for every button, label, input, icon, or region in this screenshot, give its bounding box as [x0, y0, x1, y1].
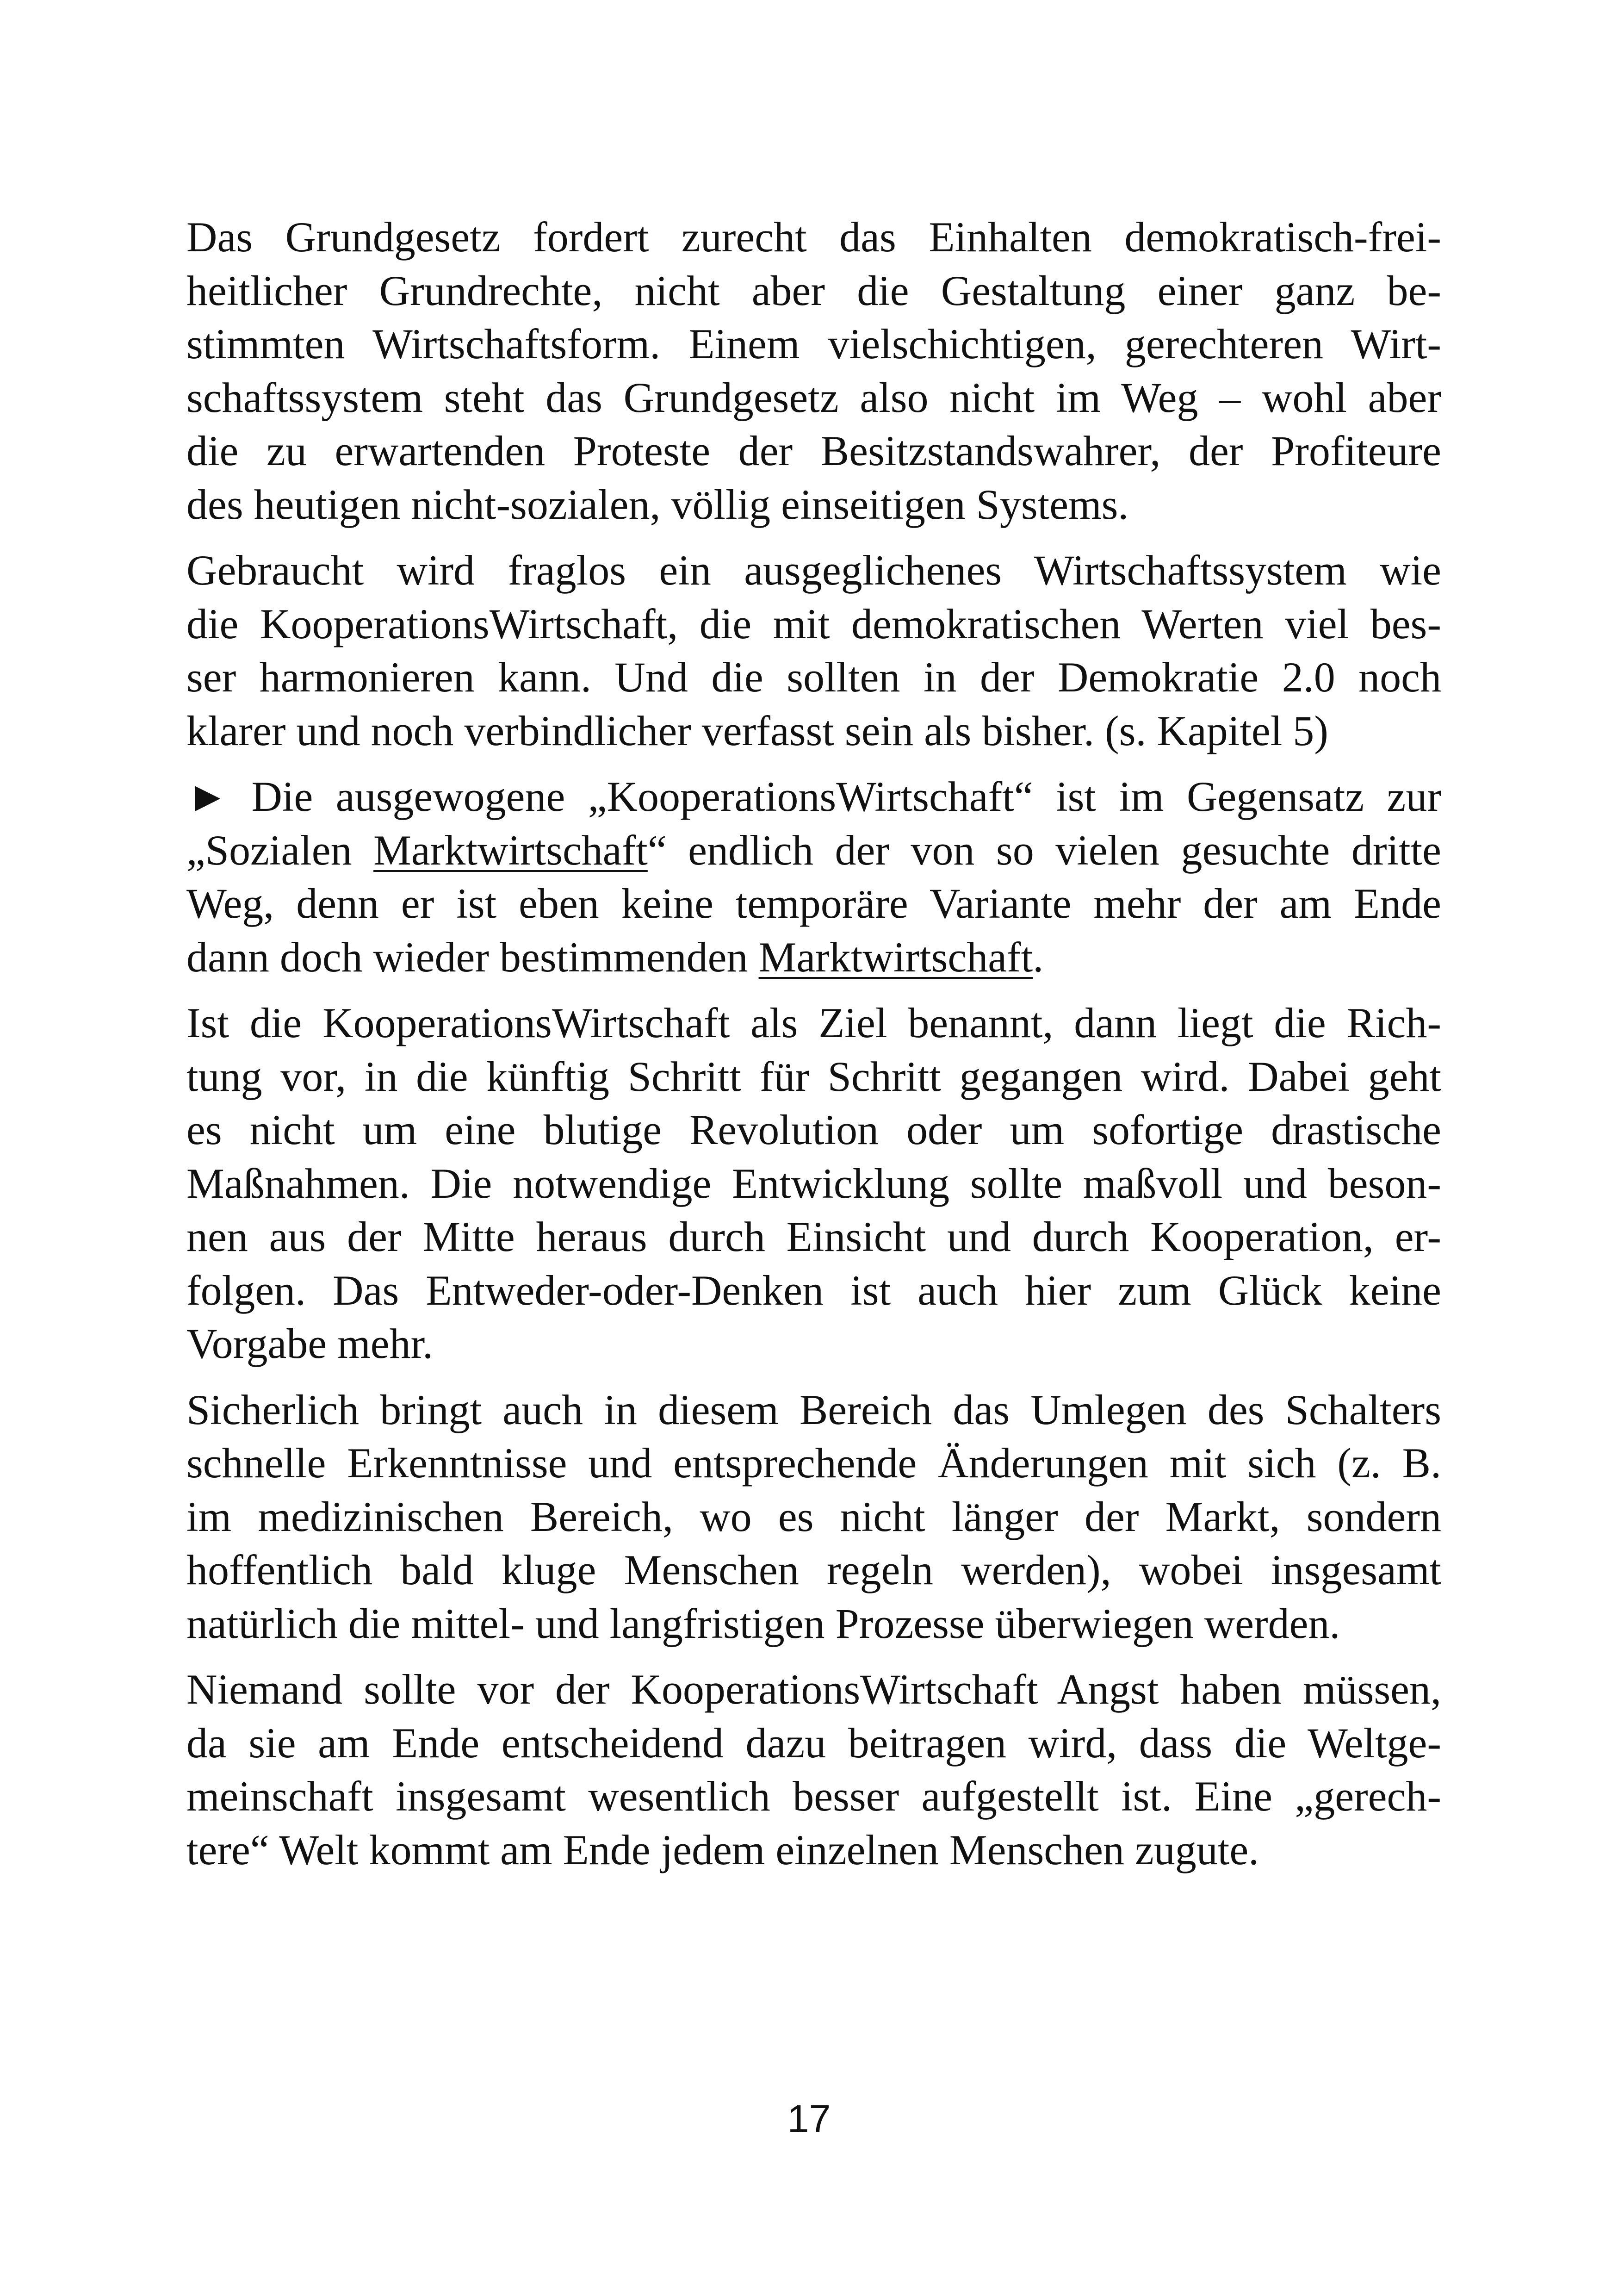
paragraph-dritter-weg — [186, 770, 1441, 984]
text-line: schaftssystem steht das Grundgesetz also nicht im Weg – wohl aber — [186, 373, 1441, 421]
text-line: tere“ Welt kommt am Ende jedem einzelnen Menschen zugute. — [186, 1826, 1259, 1873]
text-line: Maßnahmen. Die notwendige Entwicklung sollte maßvoll und beson- — [186, 1159, 1441, 1207]
paragraph-grundgesetz — [186, 211, 1441, 531]
text-line: Gebraucht wird fraglos ein ausgeglichenes Wirtschaftssystem wie — [186, 547, 1441, 594]
text-line: Das Grundgesetz fordert zurecht das Einhalten demokratisch-frei- — [186, 213, 1441, 261]
text-line — [186, 933, 1043, 981]
text-line: im medizinischen Bereich, wo es nicht länger der Markt, sondern — [186, 1493, 1441, 1540]
paragraph-ziel — [186, 996, 1441, 1371]
text-line: heitlicher Grundrechte, nicht aber die Gestaltung einer ganz be- — [186, 267, 1441, 314]
text-line: stimmten Wirtschaftsform. Einem vielschichtigen, gerechteren Wirt- — [186, 320, 1441, 367]
text-line: es nicht um eine blutige Revolution oder um sofortige drastische — [186, 1106, 1441, 1153]
text-line: ► Die ausgewogene „KooperationsWirtschaft“ ist im Gegensatz zur — [186, 773, 1441, 820]
paragraph-angst — [186, 1663, 1441, 1877]
text-fragment: „Sozialen — [186, 826, 374, 874]
paragraph-schalter — [186, 1383, 1441, 1651]
text-line: Niemand sollte vor der KooperationsWirtschaft Angst haben müssen, — [186, 1666, 1441, 1713]
text-line: tung vor, in die künftig Schritt für Schritt gegangen wird. Dabei geht — [186, 1052, 1441, 1100]
text-line — [186, 827, 1441, 874]
text-line: klarer und noch verbindlicher verfasst sein als bisher. (s. Kapitel 5) — [186, 707, 1328, 754]
text-fragment: “ endlich der von so vielen gesuchte dritte — [647, 826, 1442, 874]
text-line: die KooperationsWirtschaft, die mit demokratischen Werten viel bes- — [186, 600, 1441, 647]
text-line: die zu erwartenden Proteste der Besitzstandswahrer, der Profiteure — [186, 427, 1441, 474]
text-line: schnelle Erkenntnisse und entsprechende Änderungen mit sich (z. B. — [186, 1439, 1441, 1487]
paragraph-wirtschaftssystem — [186, 544, 1441, 758]
text-line: folgen. Das Entweder-oder-Denken ist auch hier zum Glück keine — [186, 1266, 1441, 1314]
text-line: nen aus der Mitte heraus durch Einsicht und durch Kooperation, er- — [186, 1213, 1441, 1260]
text-line: natürlich die mittel- und langfristigen Prozesse überwiegen werden. — [186, 1599, 1340, 1647]
text-line: Weg, denn er ist eben keine temporäre Variante mehr der am Ende — [186, 880, 1441, 927]
text-line: Sicherlich bringt auch in diesem Bereich das Umlegen des Schalters — [186, 1386, 1441, 1433]
body-text — [186, 211, 1441, 1889]
text-line: da sie am Ende entscheidend dazu beitragen wird, dass die Weltge- — [186, 1719, 1441, 1767]
text-line: Vorgabe mehr. — [186, 1320, 434, 1367]
underlined-term-marktwirtschaft: Marktwirtschaft — [758, 933, 1033, 981]
text-fragment: dann doch wieder bestimmenden — [186, 933, 759, 981]
text-line: hoffentlich bald kluge Menschen regeln werden), wobei insgesamt — [186, 1546, 1441, 1593]
text-line: des heutigen nicht-sozialen, völlig einseitigen Systems. — [186, 480, 1129, 528]
text-fragment: . — [1033, 933, 1044, 981]
text-line: ser harmonieren kann. Und die sollten in der Demokratie 2.0 noch — [186, 653, 1441, 701]
text-line: meinschaft insgesamt wesentlich besser aufgestellt ist. Eine „gerech- — [186, 1773, 1441, 1820]
page-number: 17 — [787, 2097, 831, 2140]
text-line: Ist die KooperationsWirtschaft als Ziel benannt, dann liegt die Rich- — [186, 999, 1441, 1046]
underlined-term-marktwirtschaft: Marktwirtschaft — [373, 826, 648, 874]
